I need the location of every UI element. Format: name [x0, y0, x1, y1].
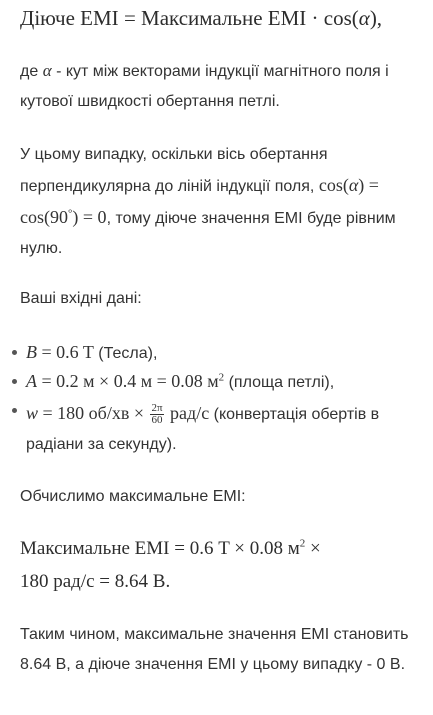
list-item-w: w = 180 об/хв × $\frac{2\pi}{60}$ рад/с (конвертація обертів в радіани за секунду). [26, 402, 380, 453]
bullet-w [12, 408, 17, 413]
bullet-b [12, 350, 17, 355]
max-emf-line-1: Максимальне ЕМІ = 0.6 T × 0.08 $м^2$ × [20, 537, 321, 559]
top-eq-lhs: Діюче ЕМІ [20, 6, 119, 30]
top-equation: Діюче ЕМІ = Максимальне ЕМІ · cos(α), [20, 6, 383, 30]
compute-heading: Обчислимо максимальне ЕМІ: [20, 488, 246, 505]
list-item-b: B = 0.6 T (Тесла), [26, 342, 158, 362]
max-emf-equation [20, 532, 425, 598]
paragraph-conclusion: Таким чином, максимальне значення ЕМІ становить 8.64 В, а діюче значення ЕМІ у цьому випадку - 0 В. [20, 626, 409, 673]
inputs-heading: Ваші вхідні дані: [20, 290, 142, 307]
bullet-a [12, 379, 17, 384]
max-emf-value: 8.64 [20, 656, 52, 673]
paragraph-alpha-definition: де α - кут між векторами індукції магнітного поля і кутової швидкості обертання петлі. [20, 61, 389, 110]
list-item-a: A = 0.2 м × 0.4 м = 0.08 $м^2$ (площа петлі), [26, 371, 335, 391]
effective-emf-value: 0 [376, 656, 386, 673]
top-eq-rhs: Максимальне ЕМІ [141, 6, 307, 30]
max-emf-line-2: 180 рад/с = 8.64 В. [20, 571, 171, 592]
paragraph-case-explanation: У цьому випадку, оскільки вісь обертання перпендикулярна до ліній індукції поля, cos(α) = cos(90°) = 0, тому діюче значення ЕМІ буде рівним нулю. [20, 146, 396, 257]
fraction-2pi-over-60: $\frac{2\pi}{60}$ [151, 402, 163, 427]
